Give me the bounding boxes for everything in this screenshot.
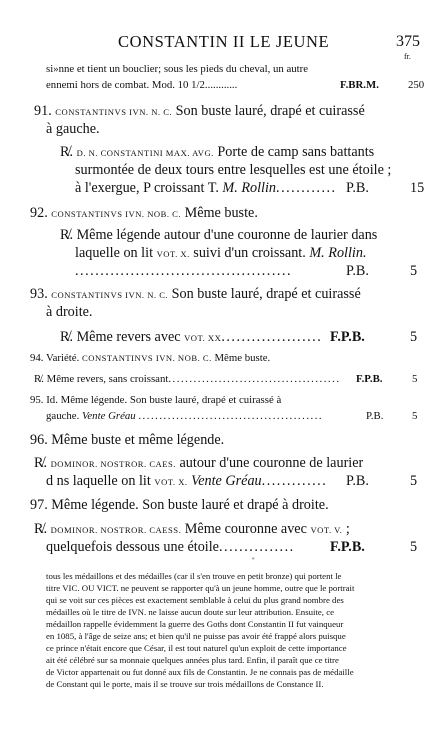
entry-94: 94. Variété. CONSTANTINVS IVN. NOB. C. Même buste. [30,352,271,364]
coin-legend: VOT. X. [156,249,190,259]
collection-name: Vente Gréau [81,410,136,422]
entry-number: 97. [30,497,48,513]
reverse-symbol: R̸. [60,144,74,160]
entry-description: Id. Même légende. Son buste lauré, drapé et cuirassé à [46,394,282,406]
entry-line: laquelle on lit VOT. X. suivi d'un croissant. M. Rollin. [75,245,367,261]
grade-label: P.B. [366,410,384,422]
coin-legend: CONSTANTINVS IVN. NOB. C. [51,209,182,219]
reverse-symbol: R̸. [60,329,74,345]
entry-number: 94. [30,352,44,364]
price-value: 5 [412,410,418,422]
price-value: 5 [410,473,418,489]
footnote-line: ait été célébré sur sa monnaie quelques années plus tard. Enfin, il paraît que ce titre [46,655,339,665]
coin-legend: VOT. X. [154,477,188,487]
collection-name: M. Rollin. [309,245,367,261]
entry-description: autour d'une couronne de laurier [179,455,364,471]
entry-number: 91. [34,103,52,119]
page-number: 375 [396,33,420,50]
footnote-line: ce prince n'était encore que César, il est tout naturel qu'un exploit de cette importance [46,643,347,653]
page-header [0,32,446,61]
entry-96 [30,432,224,449]
footnote-line: qui se voit sur ces pièces est exactement semblable à celui du plus grand nombre des [46,595,344,605]
entry-number: 95. [30,394,44,406]
entry-line: ennemi hors de combat. Mod. 10 1/2............ [46,79,238,91]
grade-label: P.B. [346,473,369,489]
coin-legend: VOT. V. [310,525,343,535]
price-value: 5 [412,373,418,385]
price-value: 5 [410,329,418,345]
leader-dots: ............ [276,180,337,196]
entry-92 [30,205,258,222]
grade-label: F.P.B. [330,539,365,555]
collection-name: Vente Gréau [191,473,262,489]
collection-name: M. Rollin [222,180,277,196]
entry-91 [34,103,365,120]
grade-label: P.B. [346,263,369,279]
entry-line: gauche. Vente Gréau ............................................ [46,410,324,422]
footnote-line: médailles où le titre de IVN. ne laisse aucun doute sur leur attribution. Ensuite, ce [46,607,335,617]
footnote-line: en 1085, à l'âge de seize ans; et bien qu'il ne puisse pas avoir été frappé alors puisque [46,631,346,641]
entry-95 [30,394,428,406]
leader-dots: ........................................... [75,263,293,279]
reverse-symbol: R̸. [34,373,44,385]
entry-93-reverse [60,329,322,346]
entry-line: si»nne et tient un bouclier; sous les pieds du cheval, un autre [46,63,309,75]
footnote-line: tous les médaillons et des médailles (car il s'en trouve en petit bronze) qui portent le [46,571,342,581]
leader-dots: ............... [218,539,295,555]
coin-legend: CONSTANTINVS IVN. N. C. [55,107,173,117]
entry-description: Son buste lauré, drapé et cuirassé [171,286,361,302]
price-value: 250 [408,79,425,91]
entry-line: à gauche. [46,121,100,137]
coin-legend: D. N. CONSTANTINI MAX. AVG. [76,148,214,158]
footnote-line: de Constant qui le porte, mais il se trouve sur trois médaillons de Constance II. [46,679,324,689]
grade-label: F.BR.M. [340,79,379,91]
entry-description: Même buste et même légende. [51,432,225,448]
entry-description: Même revers, sans croissant [46,373,169,385]
reverse-symbol: R̸. [34,455,48,471]
footnote-line: médaillon rappelle évidemment la guerre des Goths dont Constantin II fut vainqueur [46,619,344,629]
grade-label: P.B. [346,180,369,196]
leader-dots: ............. [261,473,328,489]
entry-92-reverse [60,227,377,244]
leader-dots: .................... [221,329,323,345]
reverse-symbol: R̸. [60,227,74,243]
entry-97 [30,497,329,514]
entry-number: 96. [30,432,48,448]
entry-number: 92. [30,205,48,221]
entry-number: 93. [30,286,48,302]
footnote-line: titre VIC. OU VICT. ne peuvent se rapporter qu'à un jeune homme, outre que le portrait [46,583,355,593]
entry-line: surmontée de deux tours entre lesquelles est une étoile ; [75,162,392,178]
running-title: CONSTANTIN II LE JEUNE [118,32,330,51]
entry-description: Même légende. Son buste lauré et drapé à droite. [51,497,329,513]
entry-line: à droite. [46,304,93,320]
entry-91-reverse [60,144,374,161]
entry-93 [30,286,361,303]
entry-description: Porte de camp sans battants [217,144,375,160]
entry-97-reverse: R̸. DOMINOR. NOSTROR. CAESS. Même couronne avec VOT. V. ; [34,521,350,537]
entry-94-reverse [34,373,341,385]
entry-description: Même buste. [184,205,258,221]
entry-description: Variété. [46,352,80,364]
leader-dots: ......................................... [168,373,341,385]
price-value: 5 [410,539,418,555]
entry-description: Même revers avec [76,329,181,345]
coin-legend: CONSTANTINVS IVN. N. C. [51,290,169,300]
coin-legend: DOMINOR. NOSTROR. CAES. [50,459,176,469]
coin-legend: CONSTANTINVS IVN. NOB. C. [82,353,212,363]
grade-label: F.P.B. [330,329,365,345]
price-unit-label: fr. [404,52,411,61]
price-value: 5 [410,263,418,279]
coin-legend: DOMINOR. NOSTROR. CAESS. [50,525,182,535]
entry-96-reverse [34,455,363,472]
entry-line: d ns laquelle on lit VOT. X. Vente Gréau............. [46,473,328,489]
footnote-mark: ʷ [252,557,255,563]
entry-description: Même légende autour d'une couronne de laurier dans [76,227,378,243]
leader-dots: ............................................ [138,410,324,422]
coin-legend: VOT. XX [184,333,222,343]
reverse-symbol: R̸. [34,521,48,537]
entry-description: Son buste lauré, drapé et cuirassé [175,103,365,119]
footnote-line: de Victor appartenait ou fut donné aux fils de Constantin. Je ne connais pas de médaille [46,667,354,677]
entry-description: Même couronne avec [184,521,307,537]
grade-label: F.P.B. [356,373,383,385]
entry-line: à l'exergue, P croissant T. M. Rollin............ [75,180,337,196]
entry-line: quelquefois dessous une étoile............... [46,539,295,555]
price-value: 15 [410,180,425,196]
